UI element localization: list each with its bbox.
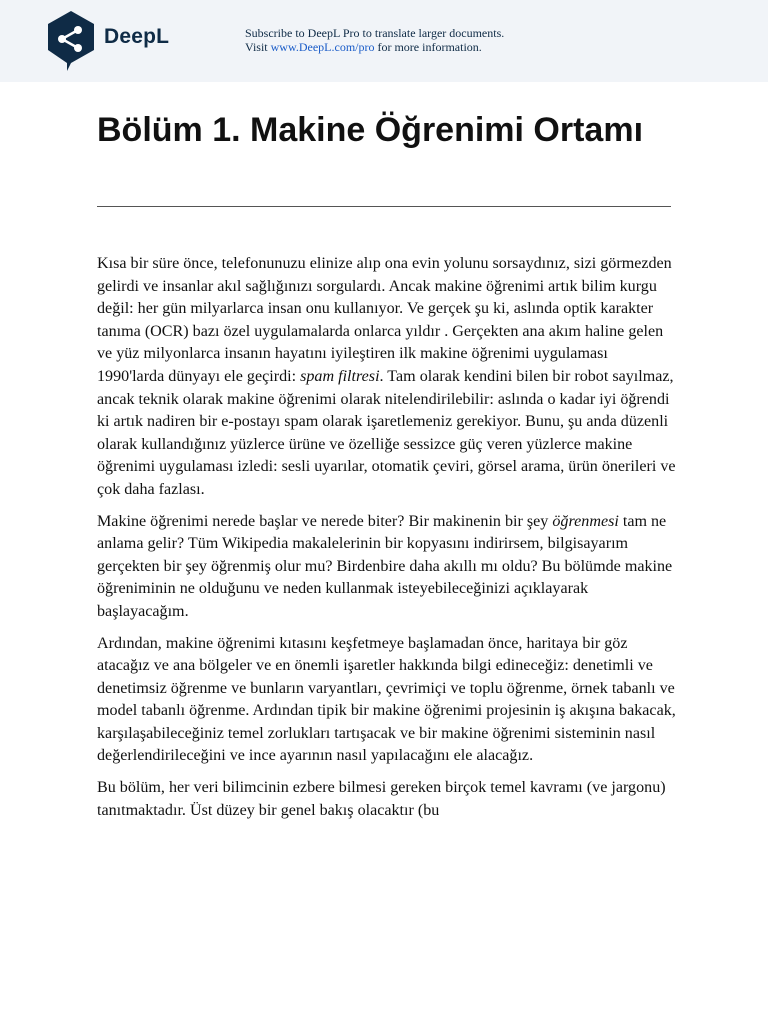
promo-line-2 bbox=[245, 40, 504, 54]
deepl-logo-icon bbox=[45, 9, 97, 73]
paragraph-3: Ardından, makine öğrenimi kıtasını keşfetmeye başlamadan önce, haritaya bir göz atacağız ve ana bölgeler ve en önemli işaretler hakkında bilgi edineceğiz: denetimli ve denetimsiz öğrenme ve bunların varyantları, çevrimiçi ve toplu öğrenme, örnek tabanlı ve model tabanlı öğrenme. Ardından tipik bir makine öğrenimi projesinin iş akışına bakacak, karşılaşabileceğiniz temel zorlukları tartışacak ve bir makine öğrenimi sisteminin nasıl değerlendirileceğini ve ince ayarının nasıl yapılacağını ele alacağız. bbox=[97, 634, 676, 765]
promo-prefix: Visit bbox=[245, 40, 271, 54]
paragraph-1-text: Kısa bir süre önce, telefonunuzu elinize alıp ona evin yolunu sorsaydınız, sizi görmezden gelirdi ve insanlar akıl sağlığınızı sorgulardı. Ancak makine öğrenimi artık bilim kurgu değil: her gün milyarlarca insan onu kullanıyor. Ve gerçek şu ki, aslında optik karakter tanıma (OCR) bazı özel uygulamalarda onlarca yıldır . Gerçekten ana akım haline gelen ve yüz milyonlarca insanın hayatını iyileştiren ilk makine öğrenimi uygulaması 1990'larda dünyayı ele geçirdi: bbox=[97, 255, 672, 385]
emphasis-spam-filter: spam filtresi bbox=[300, 367, 380, 385]
paragraph-2-text: Makine öğrenimi nerede başlar ve nerede biter? Bir makinenin bir şey bbox=[97, 512, 553, 530]
paragraph-4: Bu bölüm, her veri bilimcinin ezbere bilmesi gereken birçok temel kavramı (ve jargonu) tanıtmaktadır. Üst düzey bir genel bakış olacaktır (bu bbox=[97, 779, 666, 819]
heading-divider bbox=[97, 206, 671, 207]
deepl-banner bbox=[0, 0, 768, 82]
deepl-pro-link[interactable]: www.DeepL.com/pro bbox=[270, 40, 375, 54]
deepl-logo-text: DeepL bbox=[104, 25, 170, 48]
emphasis-learning: öğrenmesi bbox=[552, 512, 619, 530]
paragraph-2 bbox=[97, 511, 677, 624]
promo-text bbox=[245, 26, 504, 54]
paragraph-1 bbox=[97, 253, 677, 502]
chapter-heading: Bölüm 1. Makine Öğrenimi Ortamı bbox=[97, 111, 644, 149]
document-body bbox=[97, 253, 677, 831]
promo-suffix: for more information. bbox=[374, 40, 482, 54]
paragraph-2-text-end: tam ne anlama gelir? Tüm Wikipedia makalelerinin bir kopyasını indirirsem, bilgisayarım gerçekten bir şey öğrenmiş olur mu? Birdenbire daha akıllı mı oldu? Bu bölümde makine öğreniminin ne olduğunu ve neden kullanmak isteyebileceğinizi açıklayarak başlayacağım. bbox=[97, 512, 673, 620]
promo-line-1: Subscribe to DeepL Pro to translate larger documents. bbox=[245, 26, 505, 40]
paragraph-1-text-end: . Tam olarak kendini bilen bir robot sayılmaz, ancak teknik olarak makine öğrenimi olarak nitelendirilebilir: aslında o kadar iyi öğrendi ki artık nadiren bir e-postayı spam olarak işaretlemeniz gerekiyor. Bunu, şu anda düzenli olarak kullandığınız yüzlerce ürüne ve özelliğe sessizce güç veren yüzlerce makine öğrenimi uygulaması izledi: sesli uyarılar, otomatik çeviri, görsel arama, ürün önerileri ve çok daha fazlası. bbox=[97, 367, 676, 498]
